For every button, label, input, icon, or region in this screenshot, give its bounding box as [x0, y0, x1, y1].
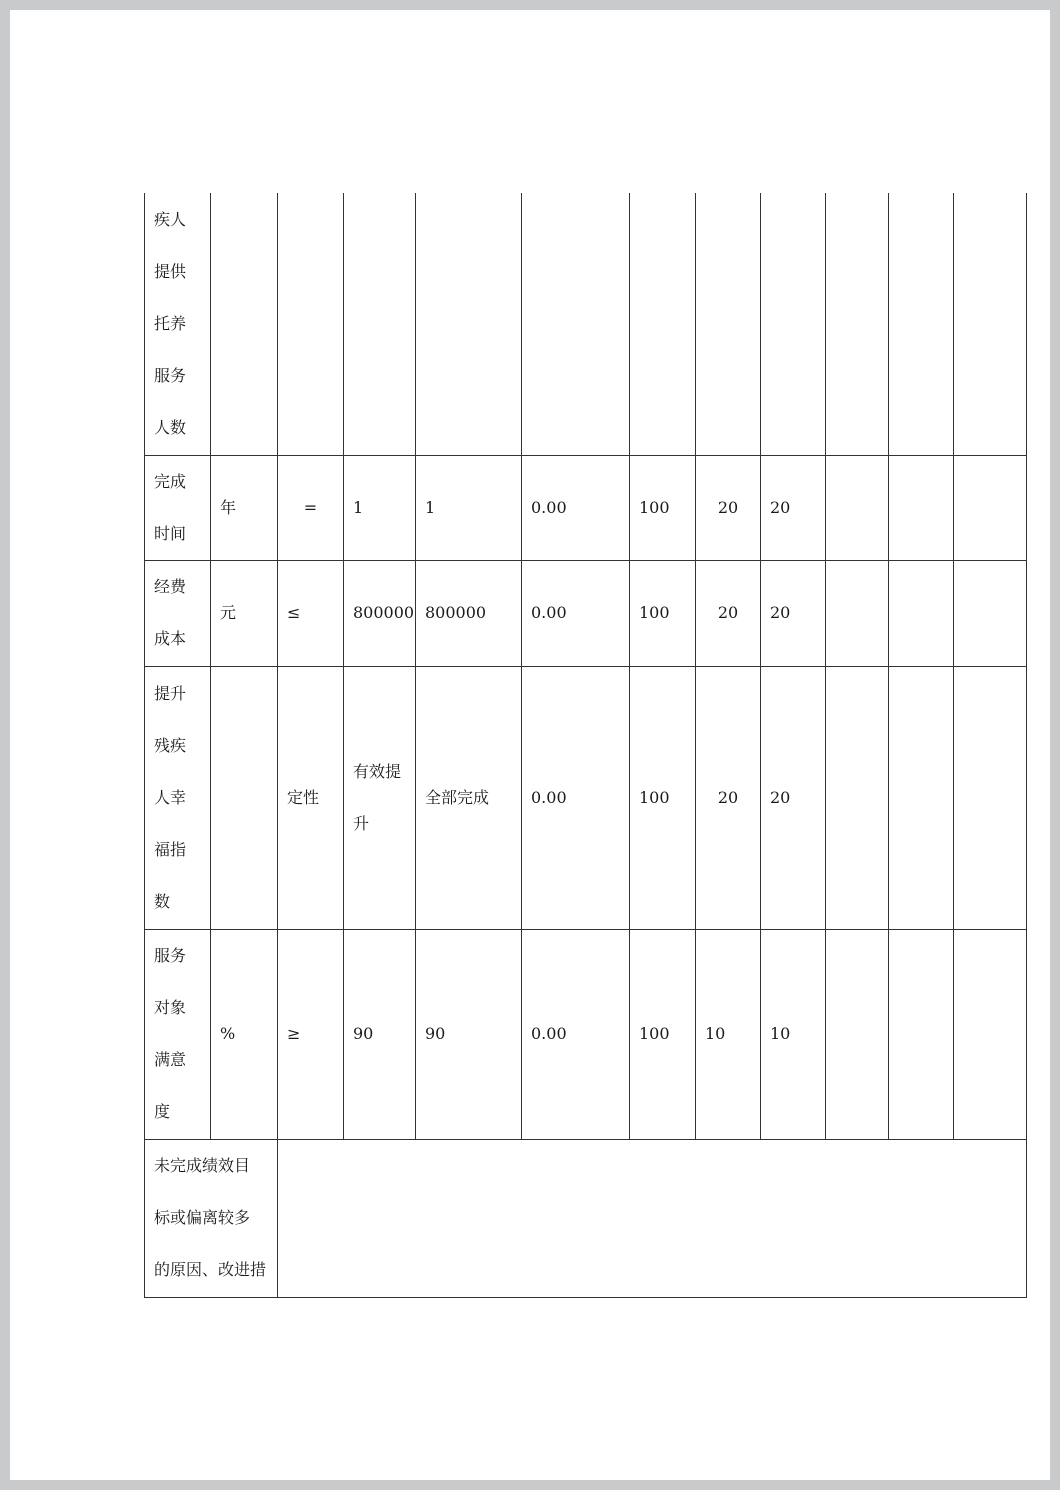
total-cell: 20 — [761, 560, 826, 666]
indicator-cell: 完成 时间 — [145, 455, 211, 560]
actual-cell: 1 — [416, 455, 522, 560]
operator-cell: ≥ — [278, 929, 344, 1139]
target-cell: 1 — [344, 455, 416, 560]
operator-cell: = — [278, 455, 344, 560]
actual-cell: 全部完成 — [416, 666, 522, 929]
empty-cell — [889, 193, 954, 455]
table-row — [145, 666, 1027, 929]
empty-cell — [889, 455, 954, 560]
weight-cell: 100 — [630, 560, 696, 666]
deviation-cell: 0.00 — [522, 666, 630, 929]
empty-cell — [826, 193, 889, 455]
operator-cell: ≤ — [278, 560, 344, 666]
operator-cell — [278, 193, 344, 455]
weight-cell: 100 — [630, 929, 696, 1139]
unit-cell — [211, 666, 278, 929]
table-row — [145, 193, 1027, 455]
indicator-cell: 经费 成本 — [145, 560, 211, 666]
empty-cell — [826, 929, 889, 1139]
empty-cell — [954, 560, 1027, 666]
total-cell: 10 — [761, 929, 826, 1139]
weight-cell: 100 — [630, 455, 696, 560]
weight-cell: 100 — [630, 666, 696, 929]
empty-cell — [826, 560, 889, 666]
empty-cell — [954, 193, 1027, 455]
weight-cell — [630, 193, 696, 455]
improvement-label: 未完成绩效目 标或偏离较多 的原因、改进措 — [145, 1139, 278, 1297]
deviation-cell: 0.00 — [522, 560, 630, 666]
empty-cell — [954, 666, 1027, 929]
total-cell: 20 — [761, 455, 826, 560]
empty-cell — [889, 666, 954, 929]
table-row — [145, 1139, 1027, 1297]
empty-cell — [954, 455, 1027, 560]
empty-cell — [889, 560, 954, 666]
target-cell — [344, 193, 416, 455]
empty-cell — [954, 929, 1027, 1139]
table-row — [145, 929, 1027, 1139]
score-cell: 20 — [696, 455, 761, 560]
indicator-cell: 服务 对象 满意 度 — [145, 929, 211, 1139]
unit-cell — [211, 193, 278, 455]
document-page — [10, 10, 1050, 1480]
empty-cell — [826, 455, 889, 560]
indicator-cell: 疾人 提供 托养 服务 人数 — [145, 193, 211, 455]
target-cell: 90 — [344, 929, 416, 1139]
unit-cell: % — [211, 929, 278, 1139]
empty-cell — [826, 666, 889, 929]
actual-cell: 90 — [416, 929, 522, 1139]
table-row — [145, 455, 1027, 560]
score-cell: 20 — [696, 666, 761, 929]
deviation-cell: 0.00 — [522, 455, 630, 560]
improvement-value — [278, 1139, 1027, 1297]
indicator-cell: 提升 残疾 人幸 福指 数 — [145, 666, 211, 929]
table-row — [145, 560, 1027, 666]
total-cell — [761, 193, 826, 455]
score-cell: 10 — [696, 929, 761, 1139]
total-cell: 20 — [761, 666, 826, 929]
actual-cell — [416, 193, 522, 455]
score-cell: 20 — [696, 560, 761, 666]
actual-cell: 800000 — [416, 560, 522, 666]
unit-cell: 元 — [211, 560, 278, 666]
performance-table — [144, 193, 1027, 1298]
target-cell: 800000 — [344, 560, 416, 666]
target-cell: 有效提 升 — [344, 666, 416, 929]
empty-cell — [889, 929, 954, 1139]
score-cell — [696, 193, 761, 455]
deviation-cell: 0.00 — [522, 929, 630, 1139]
operator-cell: 定性 — [278, 666, 344, 929]
deviation-cell — [522, 193, 630, 455]
unit-cell: 年 — [211, 455, 278, 560]
